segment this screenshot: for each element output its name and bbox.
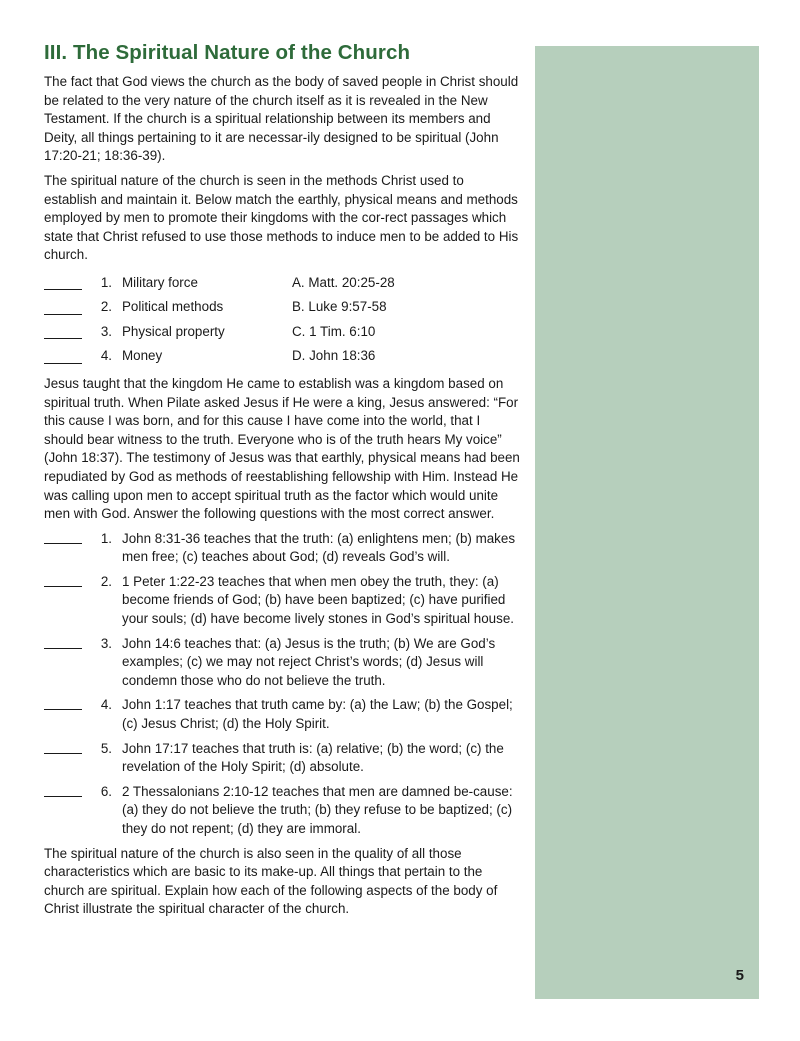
sidebar-panel <box>535 46 759 999</box>
question-number: 1. <box>100 530 112 546</box>
question-item <box>44 696 520 733</box>
question-text: 2 Thessalonians 2:10-12 teaches that men are damned be-cause: (a) they do not believe the truth; (b) they refuse to be baptized; (c) they do not repent; (d) they are immoral. <box>122 783 513 836</box>
page-number: 5 <box>735 967 744 984</box>
answer-blank[interactable] <box>44 740 82 754</box>
question-text: 1 Peter 1:22-23 teaches that when men obey the truth, they: (a) become friends of God; (b) have been baptized; (c) have purified your souls; (d) have become lively stones in God’s spiritual house. <box>122 573 514 627</box>
matching-answer: B. Luke 9:57-58 <box>292 299 387 315</box>
matching-term: Military force <box>122 274 198 290</box>
section-title: III. The Spiritual Nature of the Church <box>44 41 411 64</box>
item-number: 2. <box>100 299 112 315</box>
matching-term: Money <box>122 348 163 364</box>
answer-blank[interactable] <box>44 530 82 544</box>
answer-blank[interactable] <box>44 573 82 587</box>
answer-blank[interactable] <box>44 635 82 649</box>
question-number: 2. <box>100 573 112 589</box>
matching-exercise <box>44 271 520 369</box>
question-text: John 8:31-36 teaches that the truth: (a) enlightens men; (b) makes men free; (c) teaches about God; (d) reveals God’s will. <box>122 530 516 565</box>
matching-row <box>44 295 520 320</box>
question-item <box>44 530 520 567</box>
question-item <box>44 740 520 777</box>
answer-blank[interactable] <box>44 783 82 797</box>
answer-blank[interactable] <box>44 696 82 710</box>
item-number: 4. <box>100 348 112 364</box>
question-text: John 14:6 teaches that: (a) Jesus is the truth; (b) We are God’s examples; (c) we may not reject Christ’s words; (d) Jesus will condemn those who do not believe the truth. <box>122 635 496 688</box>
intro-paragraph: The fact that God views the church as the body of saved people in Christ should be related to the very nature of the church itself as it is revealed in the New Testament. If the church is a spiritual relationship between its members and Deity, all things pertaining to it are necessar-ily designed to be spiritual (John 17:20-21; 18:36-39). <box>44 74 519 164</box>
matching-term: Physical property <box>122 323 225 339</box>
matching-answer: A. Matt. 20:25-28 <box>292 274 395 290</box>
answer-blank[interactable] <box>44 325 82 339</box>
question-item <box>44 783 520 839</box>
question-item <box>44 573 520 629</box>
matching-term: Political methods <box>122 299 224 315</box>
matching-instructions: The spiritual nature of the church is seen in the methods Christ used to establish and maintain it. Below match the earthly, physical means and methods employed by men to promote their kingdoms with the cor-rect passages which state that Christ refused to use those methods to induce men to be added to His church. <box>44 172 519 263</box>
answer-blank[interactable] <box>44 350 82 364</box>
matching-answer: C. 1 Tim. 6:10 <box>292 323 376 339</box>
matching-row <box>44 320 520 345</box>
question-text: John 1:17 teaches that truth came by: (a) the Law; (b) the Gospel; (c) Jesus Christ; (d) the Holy Spirit. <box>122 697 513 732</box>
matching-row <box>44 271 520 296</box>
answer-blank[interactable] <box>44 301 82 315</box>
truth-paragraph: Jesus taught that the kingdom He came to establish was a kingdom based on spiritual truth. When Pilate asked Jesus if He were a king, Jesus answered: “For this cause I was born, and for this cause I have come into the world, that I should bear witness to the truth. Everyone who is of the truth hears My voice” (John 18:37). The testimony of Jesus was that earthly, physical means had been repudiated by God as methods of reestablishing fellowship with Him. Instead He was calling upon men to accept spiritual truth as the factor which would unite men with God. Answer the following questions with the most correct answer. <box>44 375 520 522</box>
item-number: 1. <box>100 274 112 290</box>
question-item <box>44 635 520 691</box>
question-text: John 17:17 teaches that truth is: (a) relative; (b) the word; (c) the revelation of the Holy Spirit; (d) absolute. <box>122 740 504 775</box>
question-number: 4. <box>100 697 112 713</box>
question-number: 5. <box>100 740 112 756</box>
main-content <box>44 40 520 925</box>
closing-paragraph: The spiritual nature of the church is also seen in the quality of all those characteristics which are basic to its make-up. All things that pertain to the church are spiritual. Explain how each of the following aspects of the body of Christ illustrate the spiritual character of the church. <box>44 845 498 917</box>
answer-blank[interactable] <box>44 276 82 290</box>
question-number: 6. <box>100 783 112 799</box>
matching-row <box>44 344 520 369</box>
matching-answer: D. John 18:36 <box>292 348 376 364</box>
item-number: 3. <box>100 323 112 339</box>
question-number: 3. <box>100 635 112 651</box>
